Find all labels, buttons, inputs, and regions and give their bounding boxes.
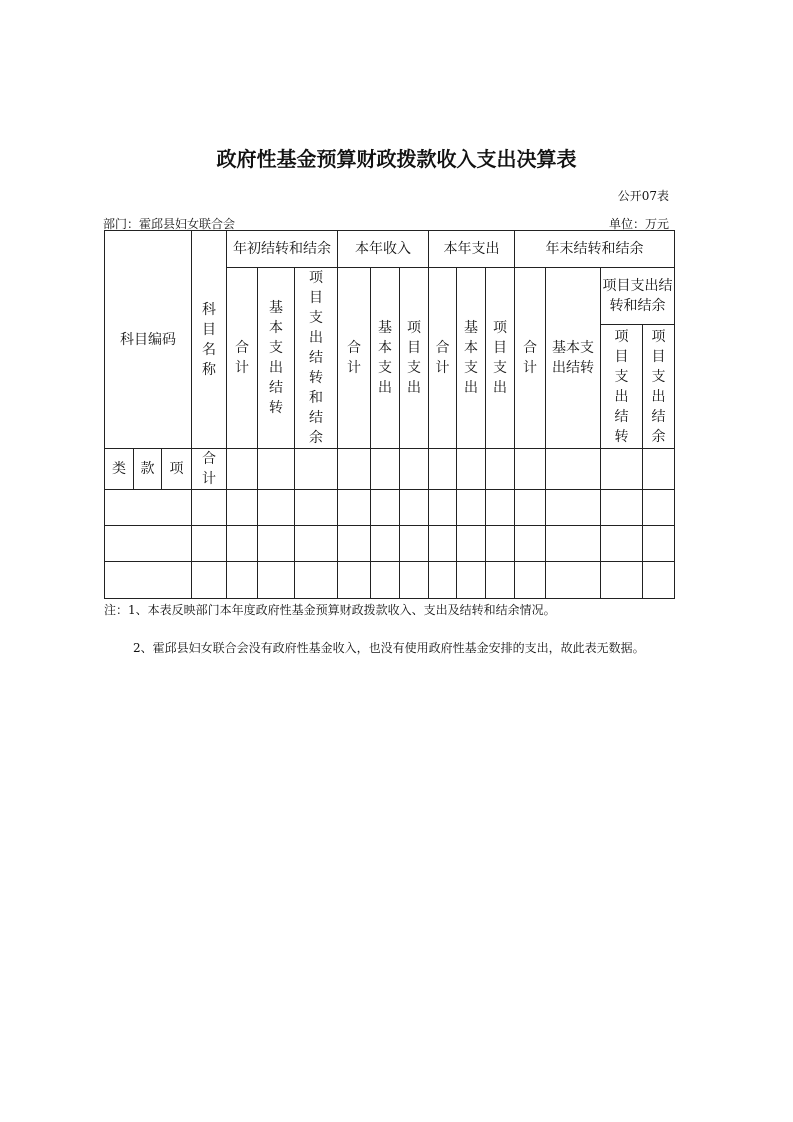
- cell: [371, 526, 400, 562]
- cell: [258, 562, 295, 599]
- cell: [546, 449, 601, 490]
- cell: [295, 490, 338, 526]
- cell: [400, 449, 429, 490]
- header-end-total: 合计: [515, 268, 546, 449]
- cell: [601, 449, 643, 490]
- cell: [400, 526, 429, 562]
- header-section: 款: [134, 449, 162, 490]
- cell: [400, 562, 429, 599]
- cell: [258, 449, 295, 490]
- header-begin-basic-carry: 基本支出结转: [258, 268, 295, 449]
- header-end-basic-carry: 基本支出结转: [546, 268, 601, 449]
- cell: [192, 526, 227, 562]
- cell: [643, 449, 675, 490]
- table-row: [105, 526, 675, 562]
- cell: [515, 490, 546, 526]
- cell: [601, 526, 643, 562]
- code-cell: [105, 490, 192, 526]
- cell: [258, 490, 295, 526]
- cell: [258, 526, 295, 562]
- header-end-balance: 年末结转和结余: [515, 231, 675, 268]
- cell: [601, 562, 643, 599]
- cell: [486, 526, 515, 562]
- cell: [486, 562, 515, 599]
- header-current-expense: 本年支出: [429, 231, 515, 268]
- cell: [429, 449, 457, 490]
- cell: [457, 449, 486, 490]
- header-expense-basic: 基本支出: [457, 268, 486, 449]
- cell: [546, 526, 601, 562]
- header-income-total: 合计: [338, 268, 371, 449]
- cell: [546, 562, 601, 599]
- cell: [486, 490, 515, 526]
- cell: [457, 490, 486, 526]
- cell: [643, 490, 675, 526]
- header-subject-code: 科目编码: [105, 231, 192, 449]
- cell: [400, 490, 429, 526]
- cell: [546, 490, 601, 526]
- header-class: 类: [105, 449, 134, 490]
- cell: [192, 490, 227, 526]
- cell: [338, 562, 371, 599]
- header-end-project-group: 项目支出结转和结余: [601, 268, 675, 325]
- cell: [429, 526, 457, 562]
- table-number: 公开07表: [617, 189, 669, 203]
- header-income-project: 项目支出: [400, 268, 429, 449]
- cell: [338, 490, 371, 526]
- header-row-total: 合计: [192, 449, 227, 490]
- cell: [429, 562, 457, 599]
- cell: [338, 449, 371, 490]
- cell: [227, 562, 258, 599]
- cell: [227, 526, 258, 562]
- cell: [486, 449, 515, 490]
- note-1: 注：1、本表反映部门本年度政府性基金预算财政拨款收入、支出及结转和结余情况。: [104, 603, 556, 617]
- cell: [371, 449, 400, 490]
- cell: [338, 526, 371, 562]
- page-title: 政府性基金预算财政拨款收入支出决算表: [216, 147, 577, 171]
- header-end-project-balance: 项目支出结余: [643, 325, 675, 449]
- header-current-income: 本年收入: [338, 231, 429, 268]
- header-begin-total: 合计: [227, 268, 258, 449]
- code-cell: [105, 526, 192, 562]
- header-end-project-carry: 项目支出结转: [601, 325, 643, 449]
- cell: [227, 449, 258, 490]
- cell: [515, 449, 546, 490]
- cell: [515, 526, 546, 562]
- header-begin-balance: 年初结转和结余: [227, 231, 338, 268]
- cell: [227, 490, 258, 526]
- header-subject-name: 科目名称: [192, 231, 227, 449]
- header-item: 项: [162, 449, 192, 490]
- cell: [601, 490, 643, 526]
- cell: [457, 562, 486, 599]
- department-label: 部门：霍邱县妇女联合会: [103, 217, 236, 231]
- note-2: 2、霍邱县妇女联合会没有政府性基金收入，也没有使用政府性基金安排的支出，故此表无数据。: [133, 641, 645, 655]
- header-expense-project: 项目支出: [486, 268, 515, 449]
- cell: [643, 562, 675, 599]
- code-cell: [105, 562, 192, 599]
- table-row: [105, 562, 675, 599]
- table-row: [105, 490, 675, 526]
- cell: [295, 562, 338, 599]
- cell: [371, 490, 400, 526]
- cell: [429, 490, 457, 526]
- cell: [515, 562, 546, 599]
- header-begin-project-carry: 项目支出结转和结余: [295, 268, 338, 449]
- cell: [295, 449, 338, 490]
- cell: [295, 526, 338, 562]
- header-expense-total: 合计: [429, 268, 457, 449]
- cell: [643, 526, 675, 562]
- cell: [371, 562, 400, 599]
- cell: [457, 526, 486, 562]
- cell: [192, 562, 227, 599]
- unit-label: 单位：万元: [608, 217, 669, 231]
- budget-table: [104, 230, 675, 599]
- header-income-basic: 基本支出: [371, 268, 400, 449]
